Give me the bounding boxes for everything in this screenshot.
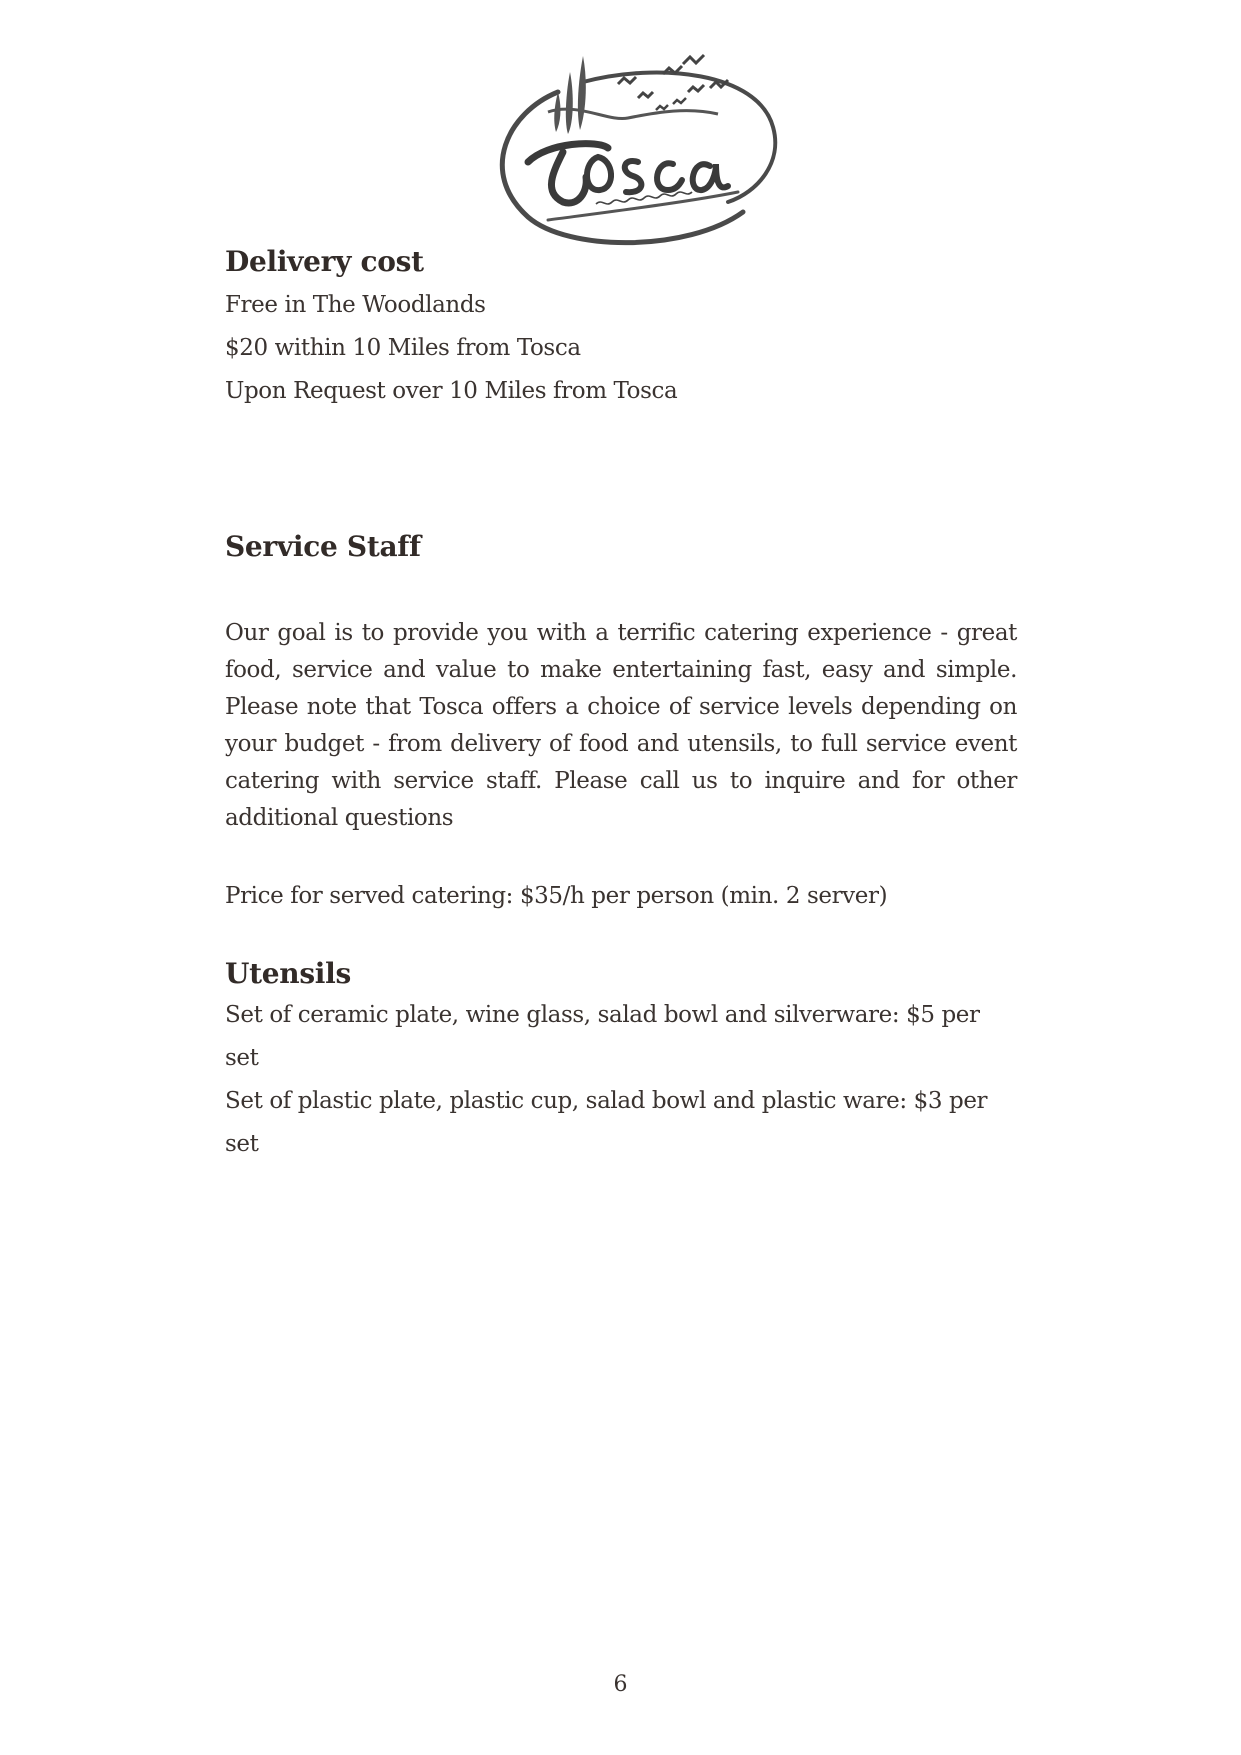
utensils-heading: Utensils: [225, 957, 351, 990]
delivery-line: Upon Request over 10 Miles from Tosca: [225, 378, 678, 404]
delivery-cost-list: [225, 284, 1017, 413]
utensils-line: Set of plastic plate, plastic cup, salad bowl and plastic ware: $3 per set: [225, 1088, 988, 1157]
page-number: 6: [613, 1672, 628, 1697]
served-catering-price: Price for served catering: $35/h per person (min. 2 server): [225, 883, 888, 909]
delivery-line: $20 within 10 Miles from Tosca: [225, 335, 581, 361]
tosca-logo: [488, 52, 784, 252]
utensils-line: Set of ceramic plate, wine glass, salad bowl and silverware: $5 per set: [225, 1002, 980, 1071]
service-staff-paragraph: Our goal is to provide you with a terrific catering experience - great food, service and value to make entertaining fast, easy and simple. Please note that Tosca offers a choice of service levels depending on your budget - from delivery of food and utensils, to full service event catering with service staff. Please call us to inquire and for other additional questions: [225, 620, 1017, 831]
delivery-cost-heading: Delivery cost: [225, 245, 424, 278]
utensils-list: [225, 994, 1017, 1166]
page-content: [225, 244, 1017, 1166]
service-staff-heading: Service Staff: [225, 530, 421, 563]
delivery-line: Free in The Woodlands: [225, 292, 486, 318]
tosca-logo-graphic: [488, 52, 784, 252]
